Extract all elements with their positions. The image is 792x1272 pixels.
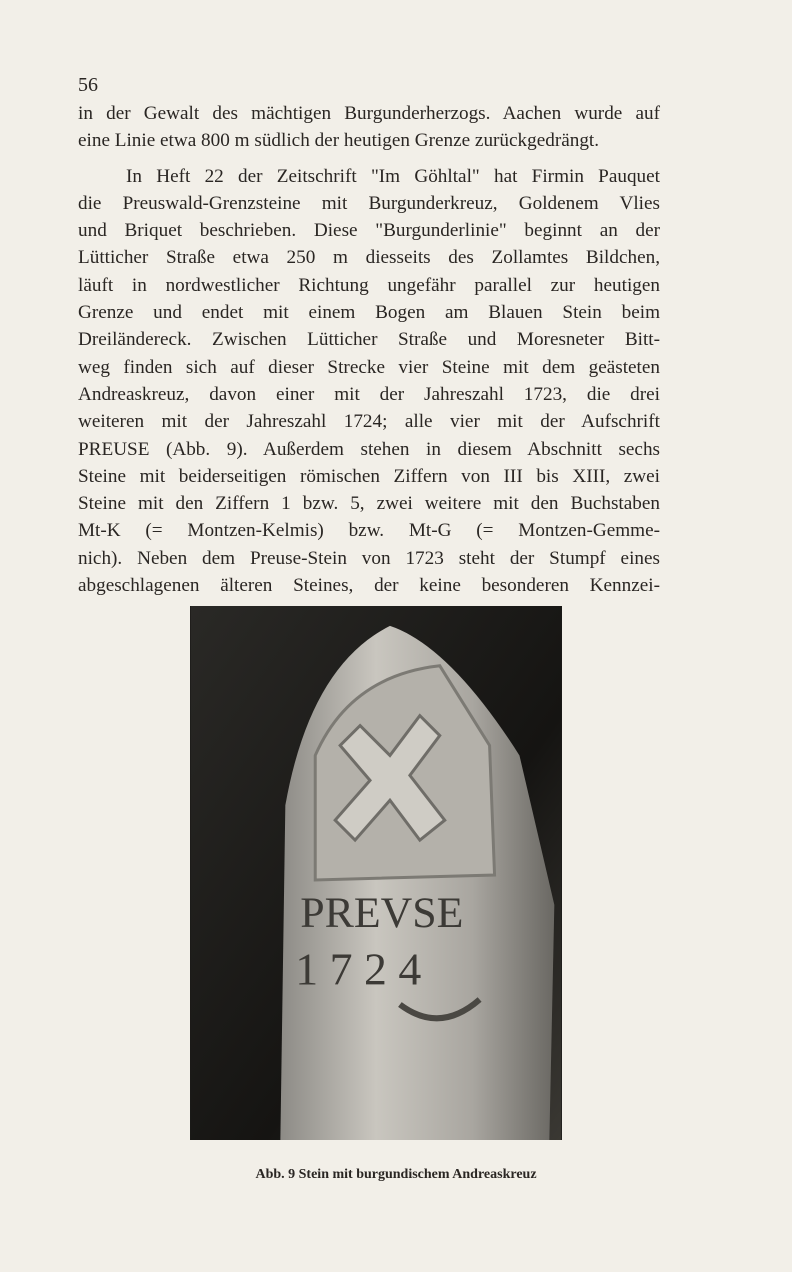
page-number: 56: [78, 74, 98, 96]
paragraph-gap: [78, 155, 660, 163]
text-line: Andreaskreuz, davon einer mit der Jahreszahl 1723, die drei: [78, 383, 660, 405]
text-line: Lütticher Straße etwa 250 m diesseits des Zollamtes Bildchen,: [78, 247, 660, 269]
text-line: weiteren mit der Jahreszahl 1724; alle vier mit der Aufschrift: [78, 411, 660, 433]
body-text: [78, 100, 660, 599]
text-line: Grenze und endet mit einem Bogen am Blauen Stein beim: [78, 302, 660, 324]
paragraph: [78, 100, 660, 155]
text-line: In Heft 22 der Zeitschrift "Im Göhltal" hat Firmin Pauquet: [126, 165, 660, 187]
text-line: Steine mit den Ziffern 1 bzw. 5, zwei weitere mit den Buchstaben: [78, 493, 660, 515]
text-line: nich). Neben dem Preuse-Stein von 1723 steht der Stumpf eines: [78, 547, 660, 569]
text-line: Dreiländereck. Zwischen Lütticher Straße und Moresneter Bitt-: [78, 329, 660, 351]
text-line: die Preuswald-Grenzsteine mit Burgunderkreuz, Goldenem Vlies: [78, 192, 660, 214]
text-line: weg finden sich auf dieser Strecke vier Steine mit dem geästeten: [78, 356, 660, 378]
stone-image: [190, 606, 562, 1140]
figure-caption: Abb. 9 Stein mit burgundischem Andreaskreuz: [255, 1167, 537, 1182]
text-line: Steine mit beiderseitigen römischen Ziffern von III bis XIII, zwei: [78, 465, 660, 487]
figure-photo-boundary-stone: [190, 606, 562, 1140]
stone-inscription-art: PREVSE: [300, 888, 464, 937]
text-line: in der Gewalt des mächtigen Burgunderherzogs. Aachen wurde auf: [78, 103, 660, 124]
paragraph: [78, 163, 660, 600]
text-line: Mt-K (= Montzen-Kelmis) bzw. Mt-G (= Montzen-Gemme-: [78, 520, 660, 542]
text-line: und Briquet beschrieben. Diese "Burgunderlinie" beginnt an der: [78, 220, 660, 242]
text-line: abgeschlagenen älteren Steines, der keine besonderen Kennzei-: [78, 575, 660, 597]
stone-inscription-year-art: 1 7 2 4: [295, 943, 422, 995]
text-line: PREUSE (Abb. 9). Außerdem stehen in diesem Abschnitt sechs: [78, 438, 660, 460]
text-line: läuft in nordwestlicher Richtung ungefähr parallel zur heutigen: [78, 274, 660, 296]
text-line: eine Linie etwa 800 m südlich der heutigen Grenze zurückgedrängt.: [78, 130, 600, 152]
